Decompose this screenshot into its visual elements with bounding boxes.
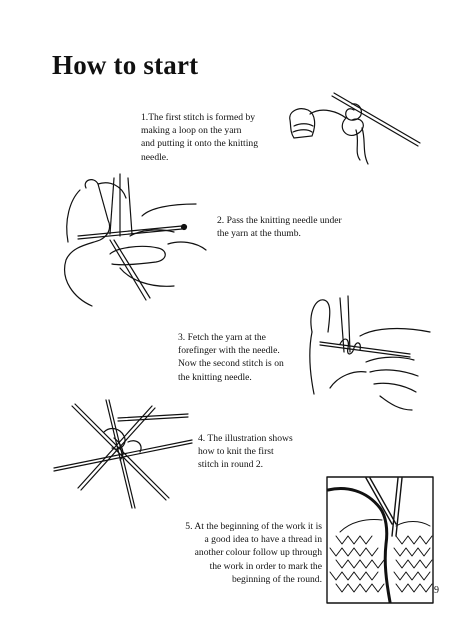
hand-fetching-yarn-icon — [290, 292, 440, 412]
step-2-text: 2. Pass the knitting needle under the yarn at the thumb. — [217, 215, 342, 240]
yarn-loop-on-needle-icon — [282, 90, 422, 170]
page-number: 9 — [434, 585, 439, 596]
step-1-text: 1.The first stitch is formed by making a loop on the yarn and putting it onto the knitting needle. — [141, 112, 258, 163]
hands-holding-needle-icon — [50, 170, 210, 310]
double-pointed-needles-icon — [48, 398, 196, 510]
page-title: How to start — [52, 50, 199, 80]
step-4-text: 4. The illustration shows how to knit the first stitch in round 2. — [198, 433, 293, 471]
step-3-text: 3. Fetch the yarn at the forefinger with the needle. Now the second stitch is on the knitting needle. — [178, 332, 284, 383]
knitted-fabric-marker-thread-icon — [326, 476, 434, 604]
step-5-text: 5. At the beginning of the work it is a good idea to have a thread in another colour follow up through the work in order to mark the beginning of the round. — [185, 521, 322, 585]
